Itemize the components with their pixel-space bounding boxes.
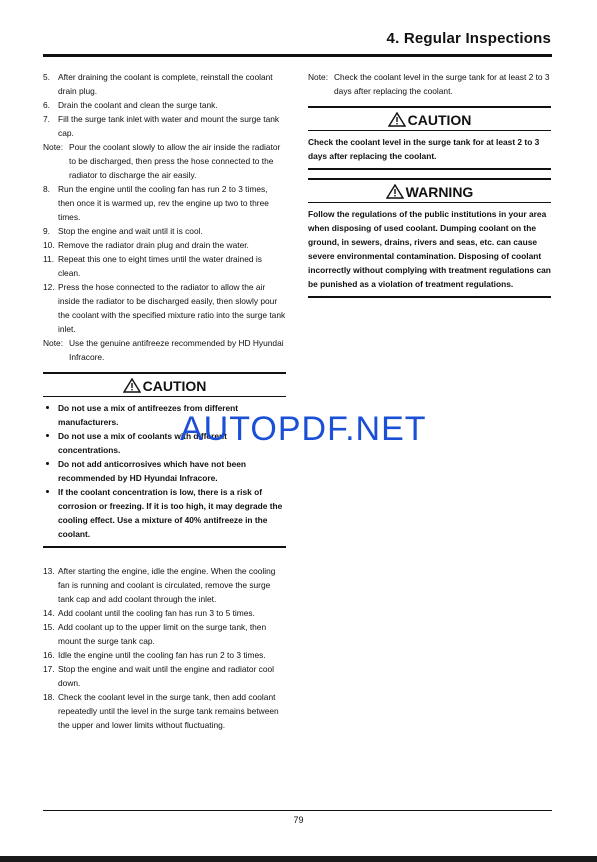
warning-triangle-icon <box>386 184 404 199</box>
step-item <box>43 252 286 280</box>
note-tag: Note: <box>43 142 64 152</box>
step-text: Check the coolant level in the surge tank, then add coolant repeatedly until the level in the surge tank remains between the upper and lower limits without fluctuating. <box>58 692 279 730</box>
step-text: Idle the engine until the cooling fan has run 2 to 3 times. <box>58 650 266 660</box>
caution-text: Check the coolant level in the surge tank for at least 2 to 3 days after replacing the coolant. <box>308 137 540 161</box>
footer-rule <box>43 810 552 811</box>
step-number: 6. <box>43 100 50 110</box>
warning-heading <box>308 184 551 203</box>
warning-box-right <box>308 178 551 298</box>
step-number: 8. <box>43 184 50 194</box>
caution-box-right <box>308 106 551 170</box>
header-rule <box>43 54 552 57</box>
step-text: Fill the surge tank inlet with water and mount the surge tank cap. <box>58 114 280 138</box>
step-number: 15. <box>43 622 55 632</box>
step-number: 13. <box>43 566 55 576</box>
note-text: Check the coolant level in the surge tank for at least 2 to 3 days after replacing the coolant. <box>334 72 550 96</box>
step-item <box>43 690 286 732</box>
step-text: Stop the engine and wait until it is cool. <box>58 226 203 236</box>
caution-bullet: Do not use a mix of antifreezes from different manufacturers. <box>43 401 286 429</box>
warning-label: WARNING <box>405 183 474 200</box>
step-text: Press the hose connected to the radiator to allow the air inside the radiator to be discharged easily, then slowly pour the coolant with the specified mixture ratio into the surge tank inlet. <box>58 282 286 334</box>
step-text: Run the engine until the cooling fan has run 2 to 3 times, then once it is warmed up, rev the engine up two to three times. <box>58 184 269 222</box>
right-column <box>308 70 551 306</box>
step-text: Drain the coolant and clean the surge tank. <box>58 100 218 110</box>
steps-list-b <box>43 182 286 336</box>
page-title: 4. Regular Inspections <box>386 30 551 47</box>
steps-list-c <box>43 564 286 732</box>
caution-label: CAUTION <box>142 377 207 394</box>
step-number: 18. <box>43 692 55 702</box>
note-2 <box>43 336 286 364</box>
warning-triangle-icon <box>123 378 141 393</box>
note-1 <box>43 140 286 182</box>
caution-bullet: Do not use a mix of coolants with different concentrations. <box>43 429 286 457</box>
caution-bullet: If the coolant concentration is low, there is a risk of corrosion or freezing. If it is too high, it may degrade the cooling effect. Use a mixture of 40% antifreeze in the coolant. <box>43 485 286 541</box>
bottom-bar <box>0 856 597 862</box>
step-number: 9. <box>43 226 50 236</box>
note-3 <box>308 70 551 98</box>
step-item <box>43 280 286 336</box>
step-item <box>43 224 286 238</box>
step-text: Add coolant up to the upper limit on the surge tank, then mount the surge tank cap. <box>58 622 267 646</box>
step-text: After starting the engine, idle the engine. When the cooling fan is running and coolant is circulated, remove the surge tank cap and add coolant through the inlet. <box>58 566 276 604</box>
step-item <box>43 648 286 662</box>
watermark: AUTOPDF.NET <box>180 410 427 448</box>
page-number: 79 <box>293 815 304 825</box>
step-item <box>43 238 286 252</box>
note-text: Use the genuine antifreeze recommended by HD Hyundai Infracore. <box>69 338 284 362</box>
note-tag: Note: <box>308 72 329 82</box>
left-column <box>43 70 286 732</box>
caution-label: CAUTION <box>407 111 472 128</box>
step-text: Stop the engine and wait until the engine and radiator cool down. <box>58 664 275 688</box>
caution-box-left <box>43 372 286 548</box>
step-item <box>43 564 286 606</box>
step-number: 5. <box>43 72 50 82</box>
note-tag: Note: <box>43 338 64 348</box>
step-item <box>43 606 286 620</box>
step-number: 10. <box>43 240 55 250</box>
step-item <box>43 98 286 112</box>
warning-triangle-icon <box>388 112 406 127</box>
step-number: 17. <box>43 664 55 674</box>
step-number: 16. <box>43 650 55 660</box>
steps-list-a <box>43 70 286 140</box>
step-item <box>43 662 286 690</box>
step-number: 7. <box>43 114 50 124</box>
caution-bullet: Do not add anticorrosives which have not been recommended by HD Hyundai Infracore. <box>43 457 286 485</box>
step-text: Remove the radiator drain plug and drain the water. <box>58 240 249 250</box>
step-number: 14. <box>43 608 55 618</box>
caution-heading <box>43 378 286 397</box>
step-item <box>43 620 286 648</box>
note-text: Pour the coolant slowly to allow the air inside the radiator to be discharged, then press the hose connected to the radiator to discharge the air easily. <box>69 142 281 180</box>
step-number: 11. <box>43 254 55 264</box>
step-text: After draining the coolant is complete, reinstall the coolant drain plug. <box>58 72 273 96</box>
caution-heading <box>308 112 551 131</box>
step-number: 12. <box>43 282 55 292</box>
step-item <box>43 112 286 140</box>
step-text: Repeat this one to eight times until the water drained is clean. <box>58 254 262 278</box>
warning-text: Follow the regulations of the public institutions in your area when disposing of used coolant. Dumping coolant on the ground, in sewers, drains, rivers and seas, etc. can cause severe environmental contamination. Disposing of coolant incorrectly without complying with treatment regulations can be punished as a violation of treatment regulations. <box>308 209 551 289</box>
step-item <box>43 70 286 98</box>
step-item <box>43 182 286 224</box>
step-text: Add coolant until the cooling fan has run 3 to 5 times. <box>58 608 255 618</box>
